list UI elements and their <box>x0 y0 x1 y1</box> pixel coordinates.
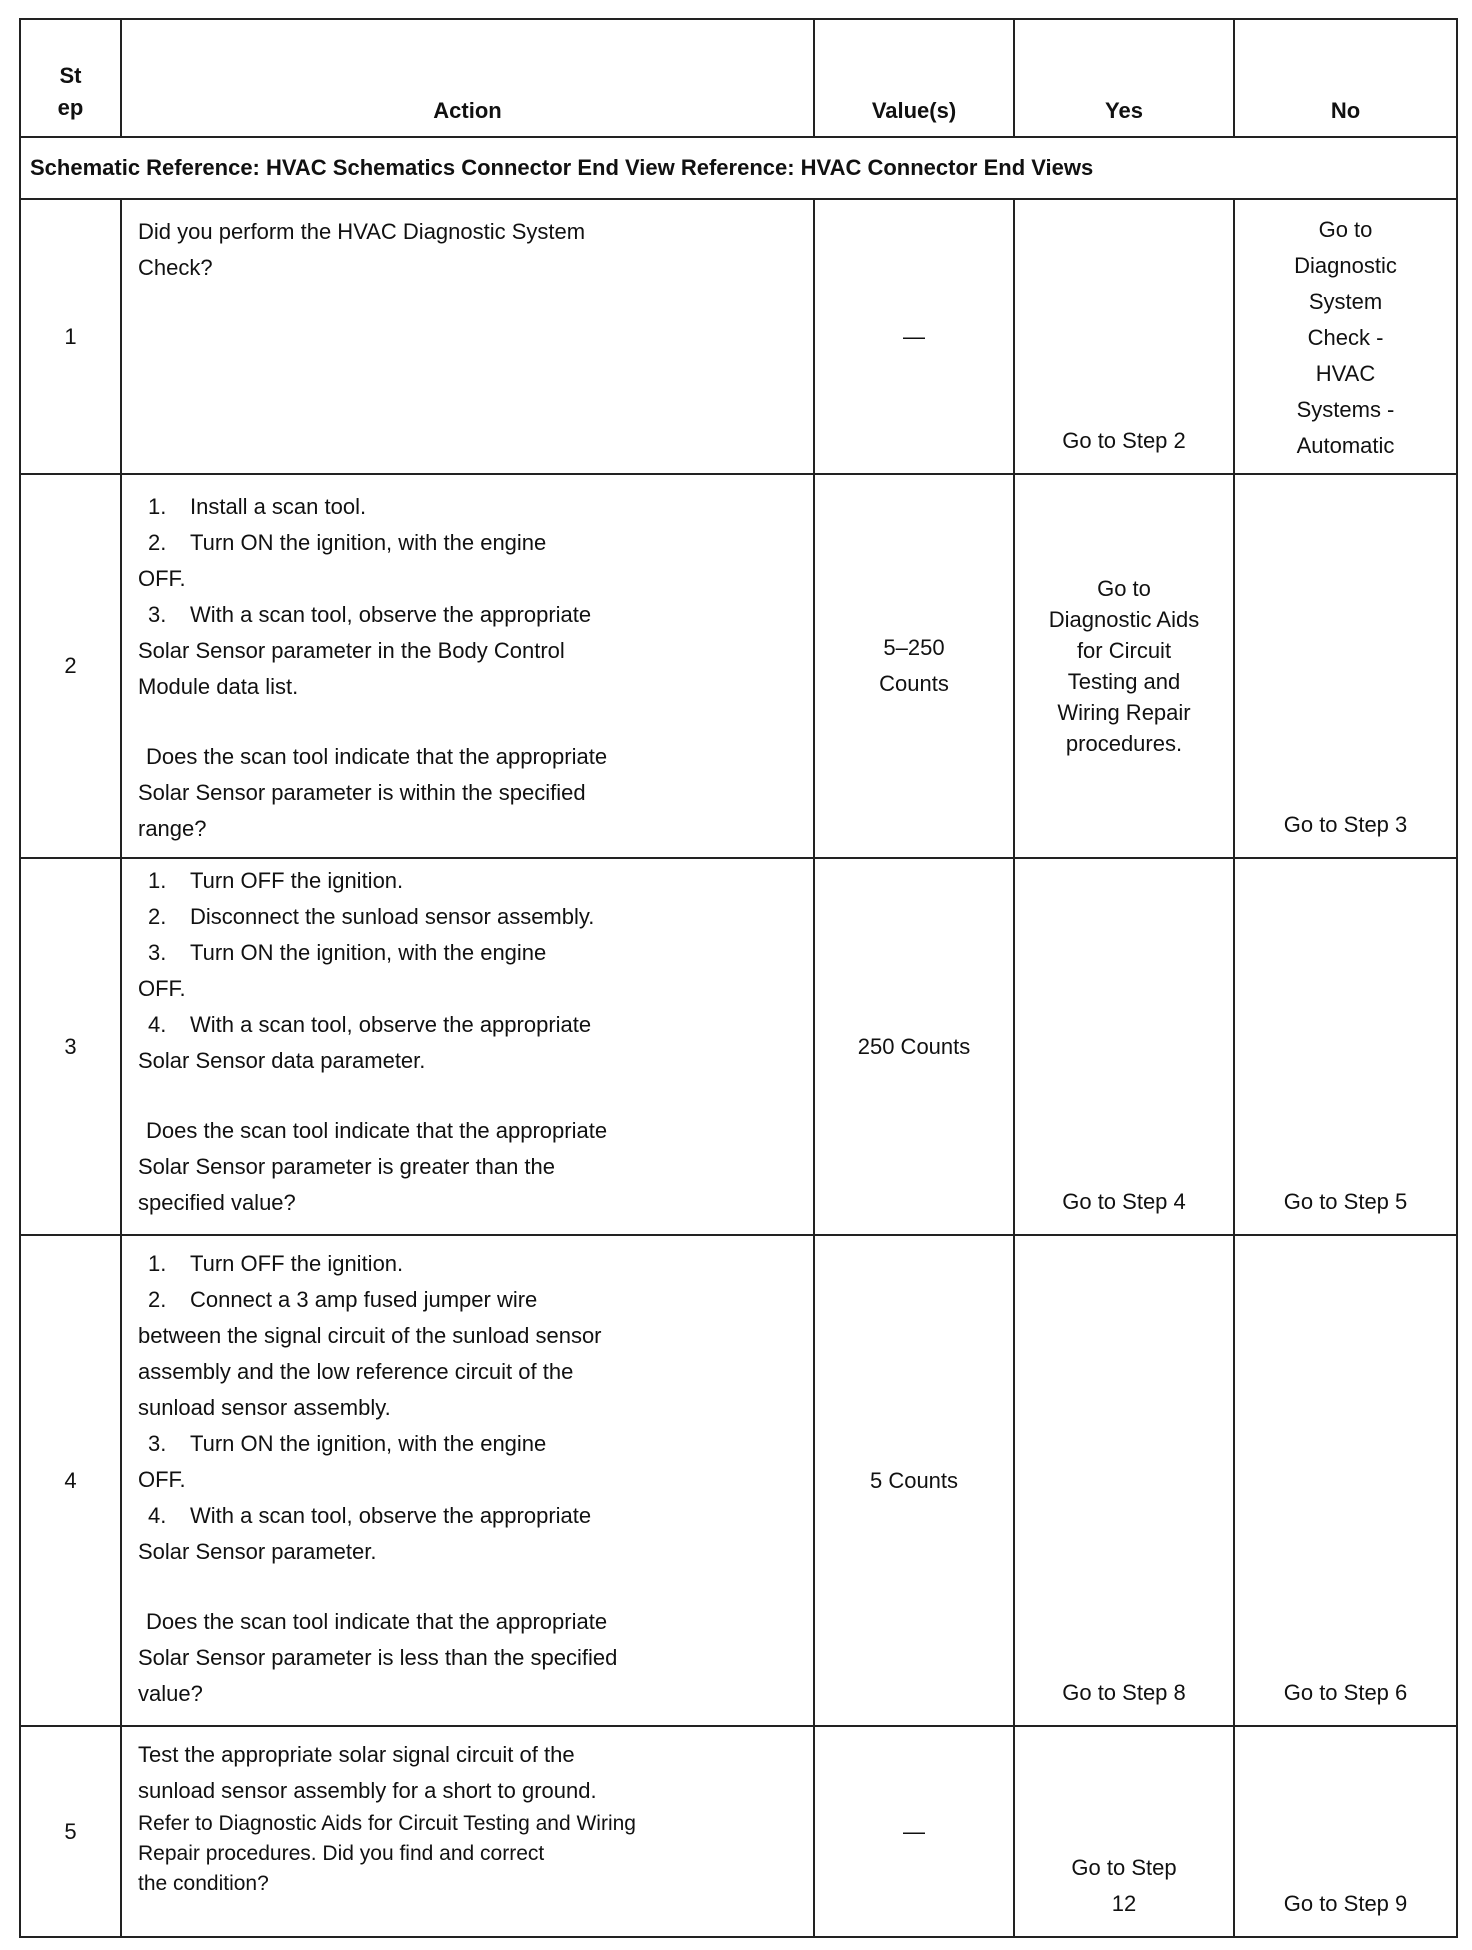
table-row <box>20 1235 1457 1726</box>
header-no: No <box>1234 19 1457 137</box>
value-cell: — <box>814 1726 1014 1937</box>
step-number: 5 <box>20 1726 121 1937</box>
action-cell: Test the appropriate solar signal circuit of the sunload sensor assembly for a short to ground. Refer to Diagnostic Aids for Circuit Testing and Wiring Repair procedures. Did you find and correct the condition? <box>121 1726 814 1937</box>
reference-row <box>20 137 1457 199</box>
header-values: Value(s) <box>814 19 1014 137</box>
action-cell: 1. Install a scan tool. 2. Turn ON the ignition, with the engine OFF. 3. With a scan tool, observe the appropriate Solar Sensor parameter in the Body Control Module data list. Does the scan tool indicate that the appropriate Solar Sensor parameter is within the specified range? <box>121 474 814 858</box>
no-cell: Go to Diagnostic System Check - HVAC Systems - Automatic <box>1234 199 1457 474</box>
value-cell: 5–250 Counts <box>814 474 1014 858</box>
no-cell: Go to Step 3 <box>1234 474 1457 858</box>
diagnostic-table <box>19 18 1458 1938</box>
value-cell: 5 Counts <box>814 1235 1014 1726</box>
yes-cell: Go to Step 4 <box>1014 858 1234 1235</box>
yes-cell: Go to Step 2 <box>1014 199 1234 474</box>
table-row <box>20 858 1457 1235</box>
header-yes: Yes <box>1014 19 1234 137</box>
value-cell: — <box>814 199 1014 474</box>
value-cell: 250 Counts <box>814 858 1014 1235</box>
header-step: St ep <box>20 19 121 137</box>
no-cell: Go to Step 6 <box>1234 1235 1457 1726</box>
schematic-reference: Schematic Reference: HVAC Schematics Connector End View Reference: HVAC Connector End Views <box>20 137 1457 199</box>
step-number: 1 <box>20 199 121 474</box>
step-number: 2 <box>20 474 121 858</box>
step-number: 4 <box>20 1235 121 1726</box>
step-number: 3 <box>20 858 121 1235</box>
action-cell: 1. Turn OFF the ignition. 2. Disconnect the sunload sensor assembly. 3. Turn ON the ignition, with the engine OFF. 4. With a scan tool, observe the appropriate Solar Sensor data parameter. Does the scan tool indicate that the appropriate Solar Sensor parameter is greater than the specified value? <box>121 858 814 1235</box>
yes-cell: Go to Step 12 <box>1014 1726 1234 1937</box>
no-cell: Go to Step 5 <box>1234 858 1457 1235</box>
table-row <box>20 474 1457 858</box>
table-row <box>20 199 1457 474</box>
action-cell: 1. Turn OFF the ignition. 2. Connect a 3 amp fused jumper wire between the signal circuit of the sunload sensor assembly and the low reference circuit of the sunload sensor assembly. 3. Turn ON the ignition, with the engine OFF. 4. With a scan tool, observe the appropriate Solar Sensor parameter. Does the scan tool indicate that the appropriate Solar Sensor parameter is less than the specified value? <box>121 1235 814 1726</box>
header-action: Action <box>121 19 814 137</box>
yes-cell: Go to Step 8 <box>1014 1235 1234 1726</box>
yes-cell: Go to Diagnostic Aids for Circuit Testing and Wiring Repair procedures. <box>1014 474 1234 858</box>
no-cell: Go to Step 9 <box>1234 1726 1457 1937</box>
action-cell: Did you perform the HVAC Diagnostic System Check? <box>121 199 814 474</box>
table-row <box>20 1726 1457 1937</box>
header-row <box>20 19 1457 137</box>
